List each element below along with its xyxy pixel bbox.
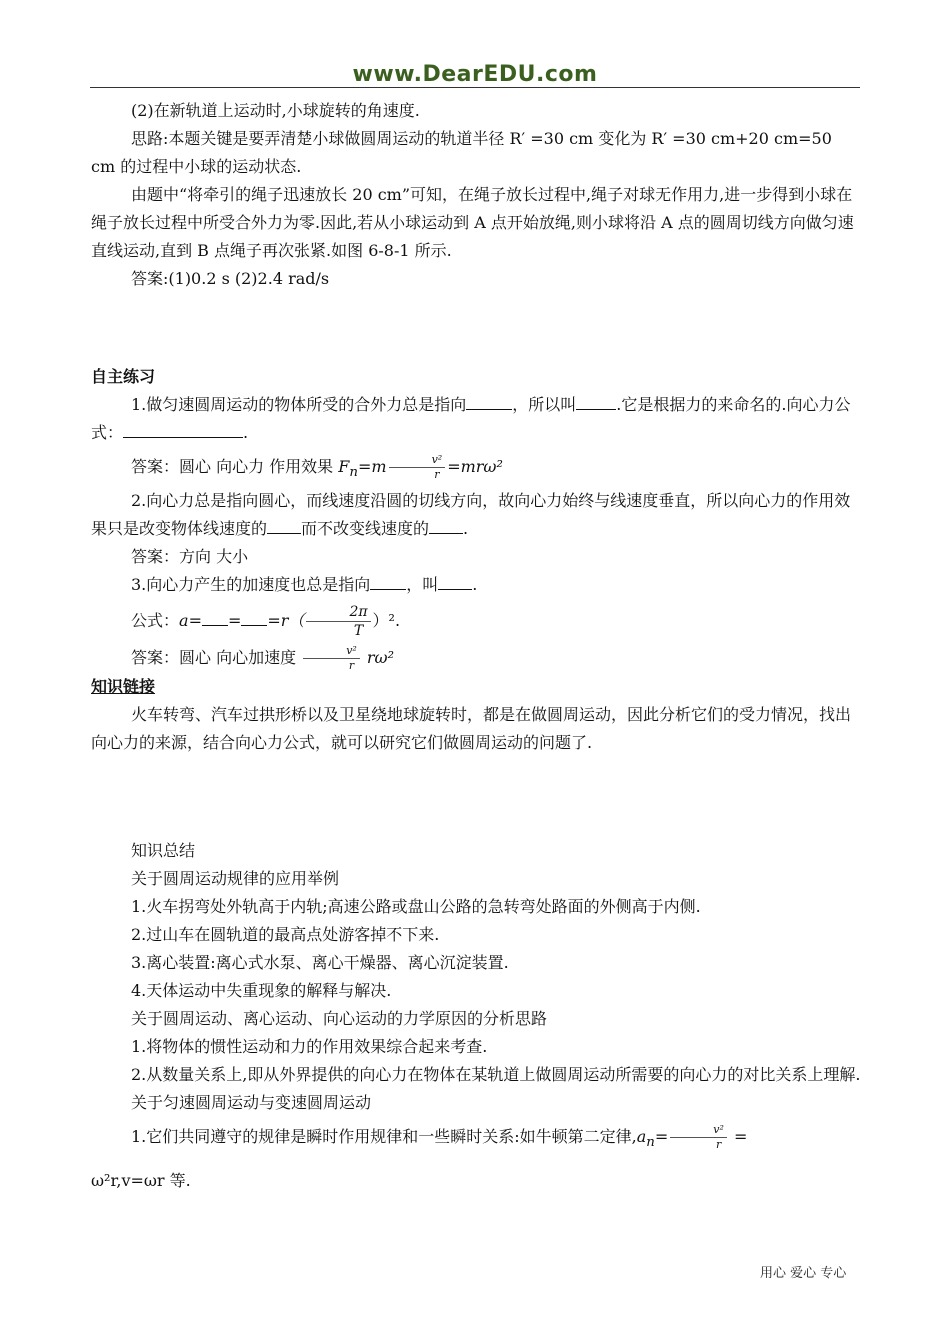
summary-continuation: ω²r,v=ωr 等.	[91, 1171, 191, 1191]
practice-heading: 自主练习	[91, 367, 156, 386]
summary-line: 2.过山车在圆轨道的最高点处游客掉不下来.	[131, 925, 440, 945]
answer-line: 答案:(1)0.2 s (2)2.4 rad/s	[131, 269, 330, 288]
practice-a3: 答案：圆心 向心加速度 $\frac{\text{v²}}{r}$ rω²	[131, 644, 395, 673]
site-logo: www.DearEDU.com	[352, 62, 598, 87]
practice-q3: 3.向心力产生的加速度也总是指向 ，叫 .	[91, 571, 861, 599]
link-heading: 知识链接	[91, 677, 156, 697]
fraction: $\frac{\text{v²}}{r}$	[389, 453, 446, 482]
summary-line: 关于圆周运动、离心运动、向心运动的力学原因的分析思路	[131, 1009, 548, 1029]
summary-last-line: 1.它们共同遵守的规律是瞬时作用规律和一些瞬时关系:如牛顿第二定律$,a_n=$ $\frac{\text{v²}}{r}$ =	[131, 1123, 748, 1152]
fraction: $\frac{\text{v²}}{r}$	[670, 1123, 727, 1152]
page-footer: 用心 爱心 专心	[760, 1266, 847, 1281]
header-rule	[90, 87, 860, 88]
summary-line: 3.离心装置:离心式水泵、离心干燥器、离心沉淀装置.	[131, 953, 509, 973]
question-2: (2)在新轨道上运动时,小球旋转的角速度.	[131, 101, 420, 120]
practice-q1: 1.做匀速圆周运动的物体所受的合外力总是指向 ，所以叫 .它是根据力的来命名的.向心力公式： .	[91, 391, 861, 447]
site-header	[90, 58, 860, 92]
main-content	[91, 97, 861, 1195]
fraction: $\frac{\text{v²}}{r}$	[303, 644, 360, 673]
fraction: $\frac{2\pi}{T}$	[306, 603, 370, 640]
link-paragraph: 火车转弯、汽车过拱形桥以及卫星绕地球旋转时，都是在做圆周运动，因此分析它们的受力情况，找出向心力的来源，结合向心力公式，就可以研究它们做圆周运动的问题了.	[91, 705, 852, 753]
summary-line: 关于圆周运动规律的应用举例	[131, 869, 340, 889]
summary-line: 1.将物体的惯性运动和力的作用效果综合起来考查.	[131, 1037, 488, 1057]
practice-q2: 2.向心力总是指向圆心，而线速度沿圆的切线方向，故向心力始终与线速度垂直，所以向心力的作用效果只是改变物体线速度的 而不改变线速度的 .	[91, 491, 851, 539]
summary-line: 4.天体运动中失重现象的解释与解决.	[131, 981, 392, 1001]
practice-a1: 答案：圆心 向心力 作用效果 $F_n=m$ $\frac{\text{v²}}{r}$ =mrω²	[131, 453, 503, 481]
practice-formula: 公式：a= = =r（ $\frac{2\pi}{T}$ ）².	[131, 604, 401, 640]
thinking-paragraph: 思路:本题关键是要弄清楚小球做圆周运动的轨道半径 R′ =30 cm 变化为 R′ =30 cm+20 cm=50 cm 的过程中小球的运动状态.	[91, 129, 832, 176]
summary-line: 2.从数量关系上,即从外界提供的向心力在物体在某轨道上做圆周运动所需要的向心力的对比关系上理解.	[131, 1065, 861, 1085]
analysis-paragraph: 由题中“将牵引的绳子迅速放长 20 cm”可知，在绳子放长过程中,绳子对球无作用力,进一步得到小球在绳子放长过程中所受合外力为零.因此,若从小球运动到 A 点开始放绳,则小球将沿 A 点的圆周切线方向做匀速直线运动,直到 B 点绳子再次张紧.如图 6-8-1 所示.	[91, 185, 854, 260]
practice-a2: 答案：方向 大小	[131, 547, 249, 567]
summary-title: 知识总结	[131, 841, 196, 861]
summary-line: 1.火车拐弯处外轨高于内轨;高速公路或盘山公路的急转弯处路面的外侧高于内侧.	[131, 897, 701, 917]
summary-line: 关于匀速圆周运动与变速圆周运动	[131, 1093, 372, 1113]
